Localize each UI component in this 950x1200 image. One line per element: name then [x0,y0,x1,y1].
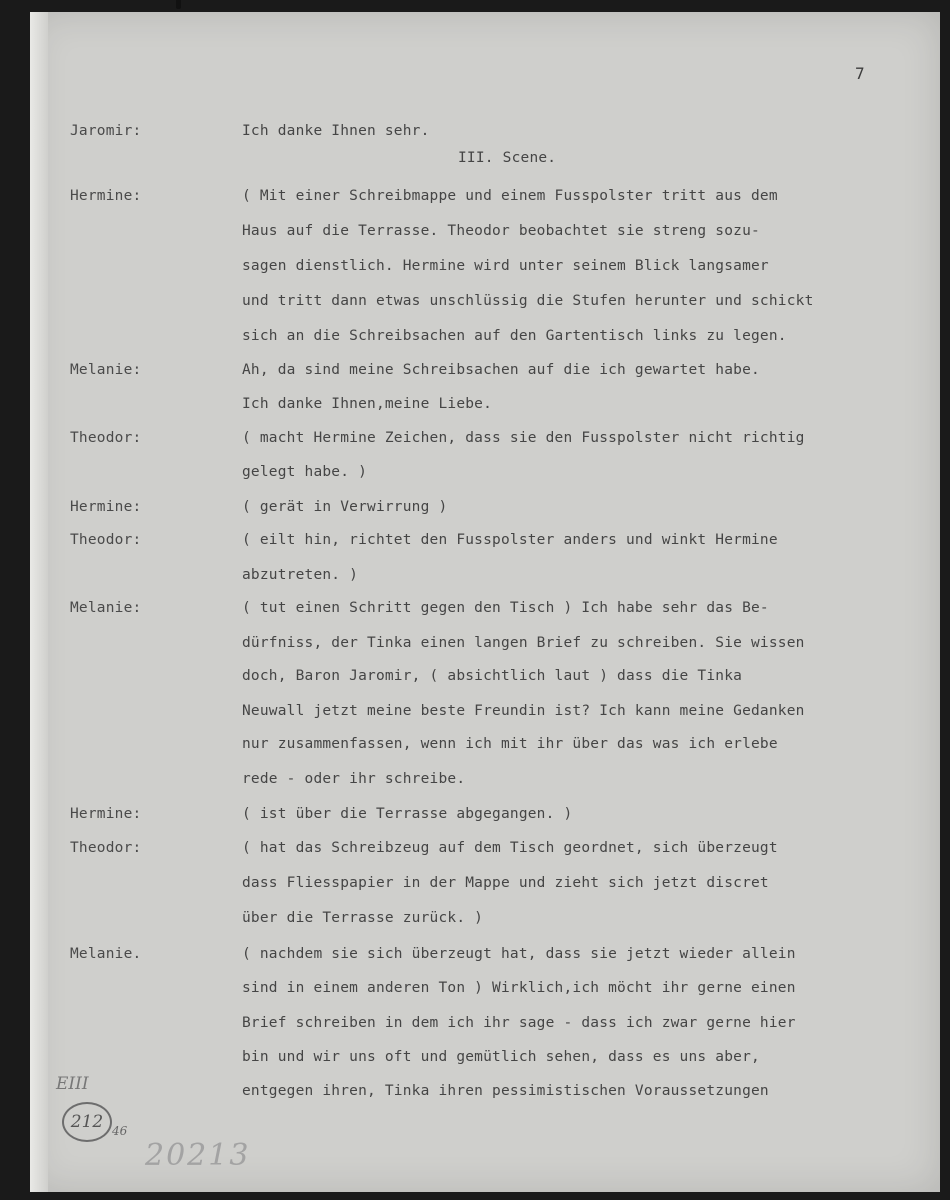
dialogue-text: nur zusammenfassen, wenn ich mit ihr über das was ich erlebe [242,736,778,752]
dialogue-text: abzutreten. ) [242,567,359,583]
dialogue-text: ( tut einen Schritt gegen den Tisch ) Ich habe sehr das Be- [242,600,769,616]
script-line [30,145,930,171]
dialogue-text: rede - oder ihr schreibe. [242,771,466,787]
script-line [30,975,930,1001]
script-line [30,870,930,896]
speaker-name: Theodor: [70,840,142,856]
script-line [30,766,930,792]
script-line [30,527,930,553]
dialogue-text: Ich danke Ihnen,meine Liebe. [242,396,493,412]
script-line [30,905,930,931]
dialogue-text: doch, Baron Jaromir, ( absichtlich laut ) dass die Tinka [242,668,743,684]
script-line [30,801,930,827]
archive-stamp: 212 [62,1102,112,1142]
speaker-name: Theodor: [70,430,142,446]
script-line [30,459,930,485]
dialogue-text: entgegen ihren, Tinka ihren pessimistischen Voraussetzungen [242,1083,769,1099]
script-line [30,218,930,244]
script-line [30,630,930,656]
script-line [30,835,930,861]
speaker-name: Melanie. [70,946,142,962]
dialogue-text: über die Terrasse zurück. ) [242,910,484,926]
dialogue-text: sagen dienstlich. Hermine wird unter seinem Blick langsamer [242,258,769,274]
script-line [30,357,930,383]
dialogue-text: ( Mit einer Schreibmappe und einem Fusspolster tritt aus dem [242,188,778,204]
punch-hole [176,0,181,9]
dialogue-text: Brief schreiben in dem ich ihr sage - dass ich zwar gerne hier [242,1015,796,1031]
typewritten-page [30,12,940,1192]
archive-folio-note: EIII [56,1074,89,1094]
script-line [30,1078,930,1104]
dialogue-text: sich an die Schreibsachen auf den Gartentisch links zu legen. [242,328,787,344]
script-line [30,391,930,417]
script-line [30,1010,930,1036]
script-line [30,323,930,349]
dialogue-text: bin und wir uns oft und gemütlich sehen, dass es uns aber, [242,1049,760,1065]
dialogue-text: ( ist über die Terrasse abgegangen. ) [242,806,573,822]
script-line [30,562,930,588]
scene-heading: III. Scene. [458,150,557,166]
speaker-name: Hermine: [70,188,142,204]
archive-pencil-number: 20213 [145,1138,251,1173]
speaker-name: Melanie: [70,362,142,378]
page-number: 7 [855,64,865,83]
dialogue-text: und tritt dann etwas unschlüssig die Stufen herunter und schickt [242,293,814,309]
speaker-name: Hermine: [70,806,142,822]
script-line [30,288,930,314]
dialogue-text: Ah, da sind meine Schreibsachen auf die ich gewartet habe. [242,362,760,378]
script-line [30,253,930,279]
dialogue-text: Neuwall jetzt meine beste Freundin ist? Ich kann meine Gedanken [242,703,805,719]
script-line [30,698,930,724]
script-line [30,183,930,209]
dialogue-text: gelegt habe. ) [242,464,368,480]
dialogue-text: ( macht Hermine Zeichen, dass sie den Fusspolster nicht richtig [242,430,805,446]
script-line [30,425,930,451]
speaker-name: Melanie: [70,600,142,616]
dialogue-text: dass Fliesspapier in der Mappe und zieht sich jetzt discret [242,875,769,891]
dialogue-text: Haus auf die Terrasse. Theodor beobachtet sie streng sozu- [242,223,760,239]
dialogue-text: dürfniss, der Tinka einen langen Brief zu schreiben. Sie wissen [242,635,805,651]
archive-stamp-sub: 46 [112,1124,128,1138]
speaker-name: Jaromir: [70,123,142,139]
dialogue-text: ( nachdem sie sich überzeugt hat, dass sie jetzt wieder allein [242,946,796,962]
script-line [30,663,930,689]
script-line [30,595,930,621]
script-line [30,1044,930,1070]
script-line [30,941,930,967]
dialogue-text: sind in einem anderen Ton ) Wirklich,ich möcht ihr gerne einen [242,980,796,996]
script-line [30,731,930,757]
dialogue-text: Ich danke Ihnen sehr. [242,123,430,139]
speaker-name: Theodor: [70,532,142,548]
script-line [30,494,930,520]
speaker-name: Hermine: [70,499,142,515]
dialogue-text: ( hat das Schreibzeug auf dem Tisch geordnet, sich überzeugt [242,840,778,856]
dialogue-text: ( gerät in Verwirrung ) [242,499,448,515]
script-line [30,118,930,144]
dialogue-text: ( eilt hin, richtet den Fusspolster anders und winkt Hermine [242,532,778,548]
